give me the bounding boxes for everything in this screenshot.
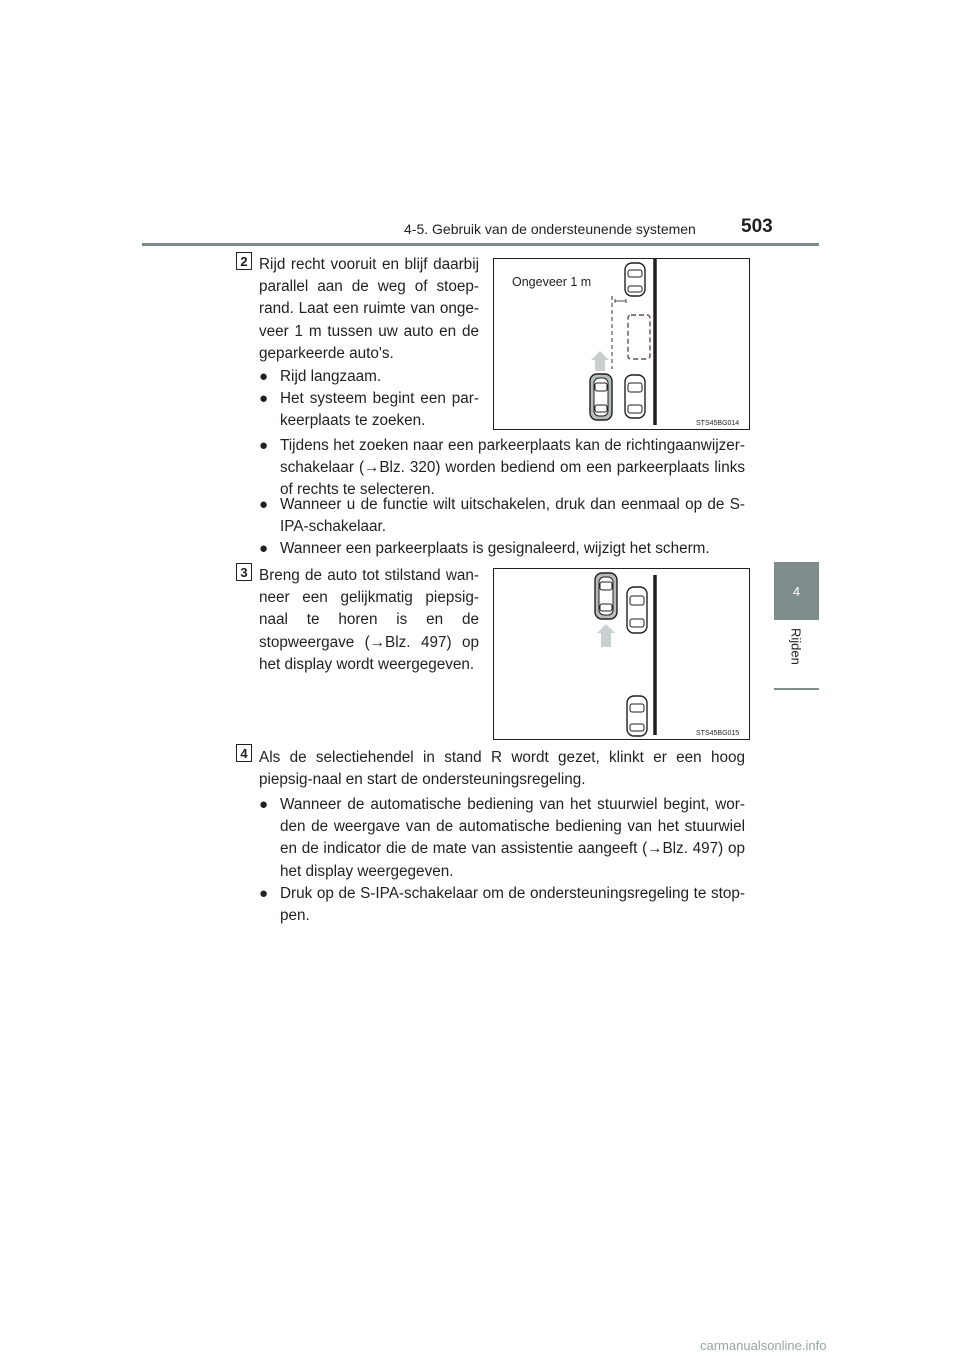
step-2-bullet-4: ● Wanneer u de functie wilt uitschakelen, druk dan eenmaal op de S-IPA-schakelaar. (259, 496, 745, 536)
chapter-number: 4 (792, 583, 801, 599)
chapter-tab-divider (774, 688, 819, 690)
bullet-icon: ● (259, 885, 269, 902)
page-number: 503 (741, 216, 773, 237)
step-2-bullet-5: ● Wanneer een parkeerplaats is gesignaleerd, wijzigt het scherm. (280, 538, 745, 560)
own-car-icon (590, 374, 612, 420)
figure-code: STS45BG014 (696, 420, 740, 427)
bullet-icon: ● (259, 368, 269, 385)
bullet-icon: ● (259, 390, 269, 407)
figure-parking-search (493, 258, 750, 430)
own-car-icon (595, 573, 617, 619)
direction-arrow-icon (597, 624, 615, 647)
bullet-icon: ● (259, 437, 269, 454)
step-2-bullet-3: ● Tijdens het zoeken naar een parkeerplaats kan de richtingaanwijzer-schakelaar (→Blz. 320) worden bediend om een parkeerplaats links of rechts te selecteren. (259, 437, 745, 499)
direction-arrow-icon (591, 351, 609, 371)
step-4-bullet-2: ● Druk op de S-IPA-schakelaar om de ondersteuningsregeling te stop-pen. (259, 885, 745, 925)
figure-stop-position (493, 568, 750, 740)
step-number-4: 4 (236, 744, 252, 762)
bullet-icon: ● (259, 540, 269, 557)
step-2-bullet-1: ● Rijd langzaam. (280, 366, 479, 388)
figure-code: STS45BG015 (696, 730, 740, 737)
chapter-tab-label (774, 620, 819, 688)
parked-car-icon (627, 696, 647, 736)
parked-car-icon (627, 587, 647, 633)
site-watermark: carmanualsonline.info (700, 1338, 827, 1353)
stop-position-illustration (494, 569, 751, 741)
chapter-tab-number (774, 562, 819, 620)
step-2-bullet-2: ● Het systeem begint een par-keerplaats te zoeken. (259, 390, 479, 430)
step-2-text: Rijd recht vooruit en blijf daarbij parallel aan de weg of stoep-rand. Laat een ruimte van onge-veer 1 m tussen uw auto en de geparkeerde auto's. (259, 256, 479, 362)
step-number-2: 2 (236, 252, 252, 270)
step-4-bullet-1: ● Wanneer de automatische bediening van het stuurwiel begint, wor-den de weergave van de automatische bediening van het stuurwiel en de indicator die de mate van assistentie aangeeft (→Blz. 497) op het display weergegeven. (259, 796, 745, 880)
distance-label: Ongeveer 1 m (512, 275, 592, 289)
parked-car-icon (625, 375, 645, 418)
step-4-text: Als de selectiehendel in stand R wordt gezet, klinkt er een hoog piepsig-naal en start de ondersteuningsregeling. (259, 749, 745, 789)
bullet-icon: ● (259, 796, 269, 813)
bullet-icon: ● (259, 496, 269, 513)
chapter-label: Rijden (788, 628, 804, 665)
step-number-3: 3 (236, 563, 252, 581)
header-divider (142, 243, 819, 246)
parked-car-icon (625, 263, 645, 296)
section-title: 4-5. Gebruik van de ondersteunende systemen (404, 221, 696, 237)
step-3-text: Breng de auto tot stilstand wan-neer een gelijkmatig piepsig-naal te horen is en de stopweergave (→Blz. 497) op het display wordt weergegeven. (259, 567, 479, 673)
